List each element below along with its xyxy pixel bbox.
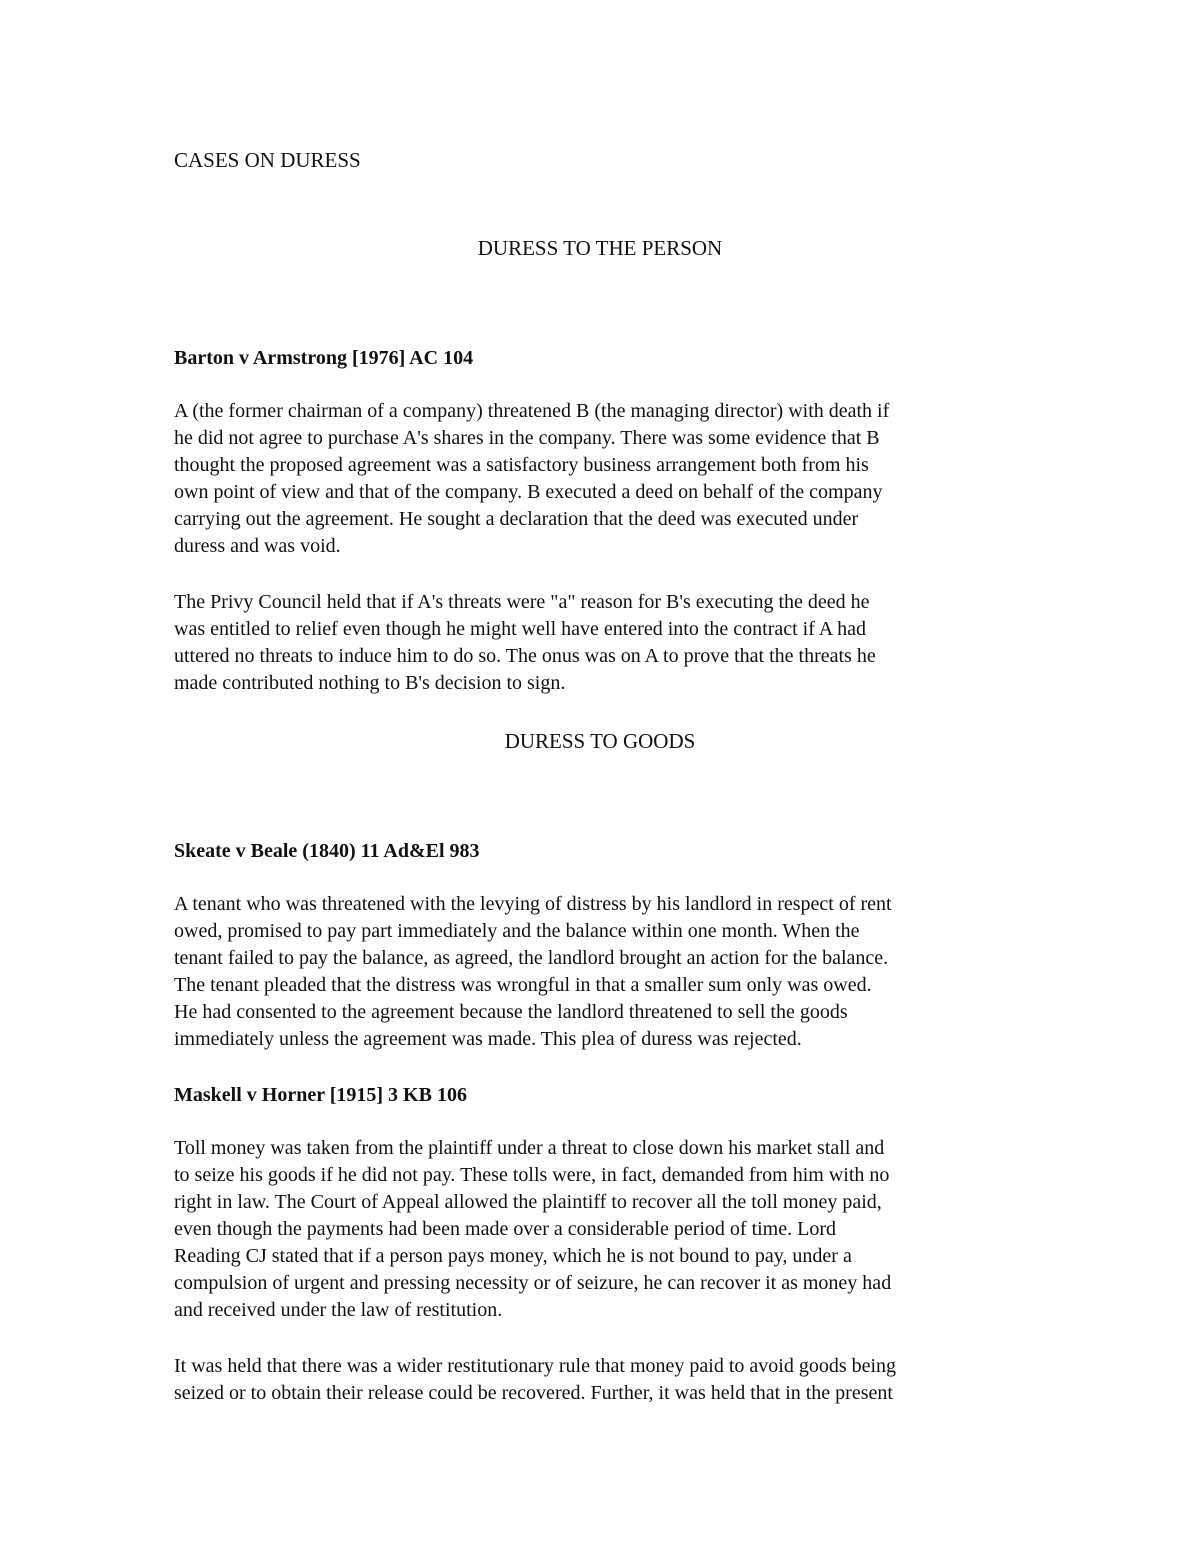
section-heading-duress-to-goods: DURESS TO GOODS <box>504 729 696 753</box>
case-heading-skeate-v-beale: Skeate v Beale (1840) 11 Ad&El 983 <box>174 840 480 862</box>
case-paragraph: A (the former chairman of a company) threatened B (the managing director) with death if he did not agree to purchase A's shares in the company. There was some evidence that B thought the proposed agreement was a satisfactory business arrangement both from his own point of view and that of the company. B executed a deed on behalf of the company carrying out the agreement. He sought a declaration that the deed was executed under duress and was void. <box>174 400 890 557</box>
section-heading-duress-to-the-person: DURESS TO THE PERSON <box>477 236 723 260</box>
case-paragraph: It was held that there was a wider restitutionary rule that money paid to avoid goods being seized or to obtain their release could be recovered. Further, it was held that in the present <box>174 1355 897 1404</box>
document-title: CASES ON DURESS <box>174 148 361 172</box>
case-heading-barton-v-armstrong: Barton v Armstrong [1976] AC 104 <box>174 347 474 369</box>
case-heading-maskell-v-horner: Maskell v Horner [1915] 3 KB 106 <box>174 1084 467 1106</box>
case-paragraph: A tenant who was threatened with the levying of distress by his landlord in respect of rent owed, promised to pay part immediately and the balance within one month. When the tenant failed to pay the balance, as agreed, the landlord brought an action for the balance. The tenant pleaded that the distress was wrongful in that a smaller sum only was owed. He had consented to the agreement because the landlord threatened to sell the goods immediately unless the agreement was made. This plea of duress was rejected. <box>174 893 892 1050</box>
case-paragraph: Toll money was taken from the plaintiff under a threat to close down his market stall and to seize his goods if he did not pay. These tolls were, in fact, demanded from him with no right in law. The Court of Appeal allowed the plaintiff to recover all the toll money paid, even though the payments had been made over a considerable period of time. Lord Reading CJ stated that if a person pays money, which he is not bound to pay, under a compulsion of urgent and pressing necessity or of seizure, he can recover it as money had and received under the law of restitution. <box>174 1137 892 1321</box>
case-paragraph: The Privy Council held that if A's threats were "a" reason for B's executing the deed he was entitled to relief even though he might well have entered into the contract if A had uttered no threats to induce him to do so. The onus was on A to prove that the threats he made contributed nothing to B's decision to sign. <box>174 591 876 694</box>
